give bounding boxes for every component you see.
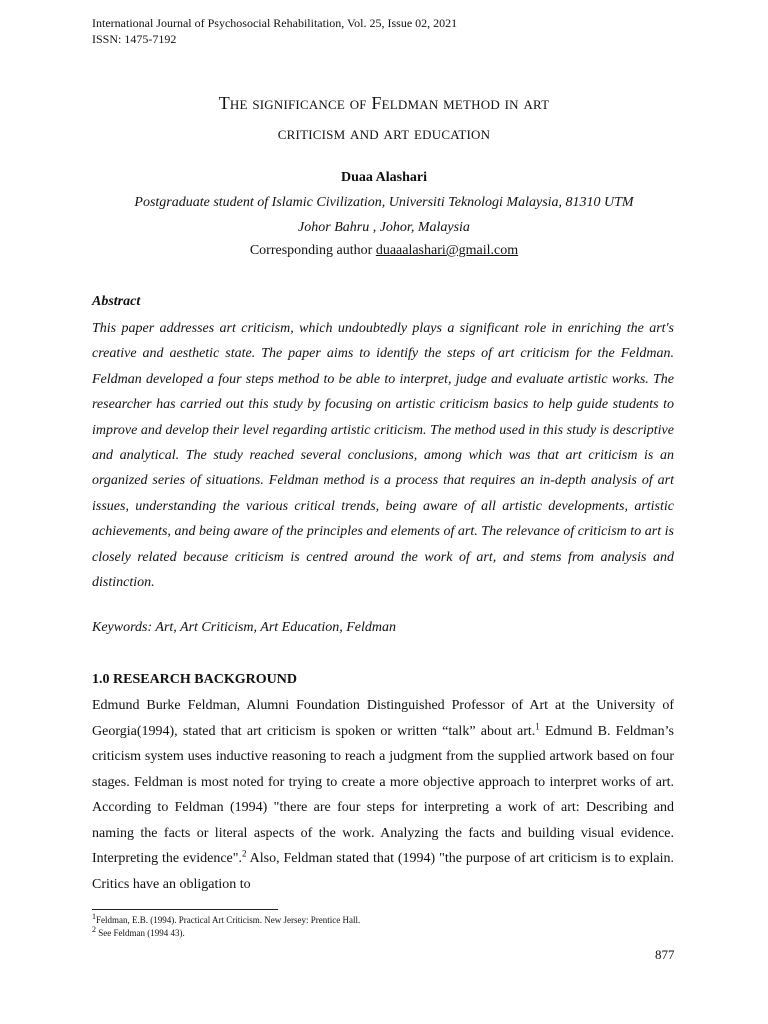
- section-heading: 1.0 RESEARCH BACKGROUND: [92, 672, 297, 687]
- footnote-2: [92, 925, 360, 938]
- journal-citation: International Journal of Psychosocial Rehabilitation, Vol. 25, Issue 02, 2021: [92, 16, 458, 30]
- body-text-part-3: Also, Feldman stated that (1994) "the purpose of art criticism is to explain. Critics have an obligation to: [92, 851, 674, 892]
- footnote-1-text: Feldman, E.B. (1994). Practical Art Criticism. New Jersey: Prentice Hall.: [96, 915, 361, 925]
- footnote-2-text: See Feldman (1994 43).: [96, 928, 185, 938]
- page-number: 877: [655, 947, 675, 962]
- title-line-1: The significance of Feldman method in art: [218, 93, 550, 113]
- running-header: [92, 15, 457, 47]
- author-name: Duaa Alashari: [341, 170, 427, 185]
- footnotes: [92, 912, 360, 938]
- corresponding-author: [0, 243, 768, 259]
- author-email-link[interactable]: duaaalashari@gmail.com: [375, 243, 519, 258]
- abstract-body: This paper addresses art criticism, which undoubtedly plays a significant role in enriching the art's creative and aesthetic state. The paper aims to identify the steps of art criticism for the Feldman. Feldman developed a four steps method to be able to interpret, judge and evaluate artistic works. The researcher has carried out this study by focusing on artistic criticism basics to help guide students to improve and develop their level regarding artistic criticism. The method used in this study is descriptive and analytical. The study reached several conclusions, among which was that art criticism is an organized series of situations. Feldman method is a process that requires an in-depth analysis of art issues, understanding the various critical trends, being aware of all artistic developments, artistic achievements, and being aware of the principles and elements of art. The relevance of criticism to art is closely related because criticism is centred around the work of art, and stems from analysis and distinction.: [92, 321, 674, 591]
- corresponding-label: Corresponding author: [249, 243, 373, 258]
- body-text-part-1: Edmund Burke Feldman, Alumni Foundation Distinguished Professor of Art at the University of Georgia(1994), stated that art criticism is spoken or written “talk” about art.: [92, 698, 674, 739]
- footnote-ref-2[interactable]: 2: [241, 848, 247, 859]
- affiliation-line-1: Postgraduate student of Islamic Civilization, Universiti Teknologi Malaysia, 81310 UTM: [134, 195, 634, 210]
- affiliation-line-2: Johor Bahru , Johor, Malaysia: [298, 220, 470, 235]
- abstract-heading: Abstract: [92, 294, 141, 309]
- author-affiliation: [90, 190, 678, 240]
- footnote-1-mark: 1: [92, 912, 96, 921]
- issn: ISSN: 1475-7192: [92, 32, 177, 46]
- footnote-divider: [92, 909, 278, 910]
- footnote-1: [92, 912, 360, 925]
- body-text-part-2: Edmund B. Feldman’s criticism system uses inductive reasoning to reach a judgment from the supplied artwork based on four stages. Feldman is most noted for trying to create a more objective approach to interpret works of art. According to Feldman (1994) "there are four steps for interpreting a work of art: Describing and naming the facts or literal aspects of the work. Analyzing the facts and building visual evidence. Interpreting the evidence".: [92, 723, 674, 866]
- footnote-2-mark: 2: [92, 925, 96, 934]
- keywords: Keywords: Art, Art Criticism, Art Education, Feldman: [92, 620, 396, 635]
- paper-title: [60, 88, 708, 148]
- footnote-ref-1[interactable]: 1: [535, 720, 540, 731]
- section-body: [92, 693, 674, 897]
- title-line-2: criticism and art education: [277, 123, 491, 143]
